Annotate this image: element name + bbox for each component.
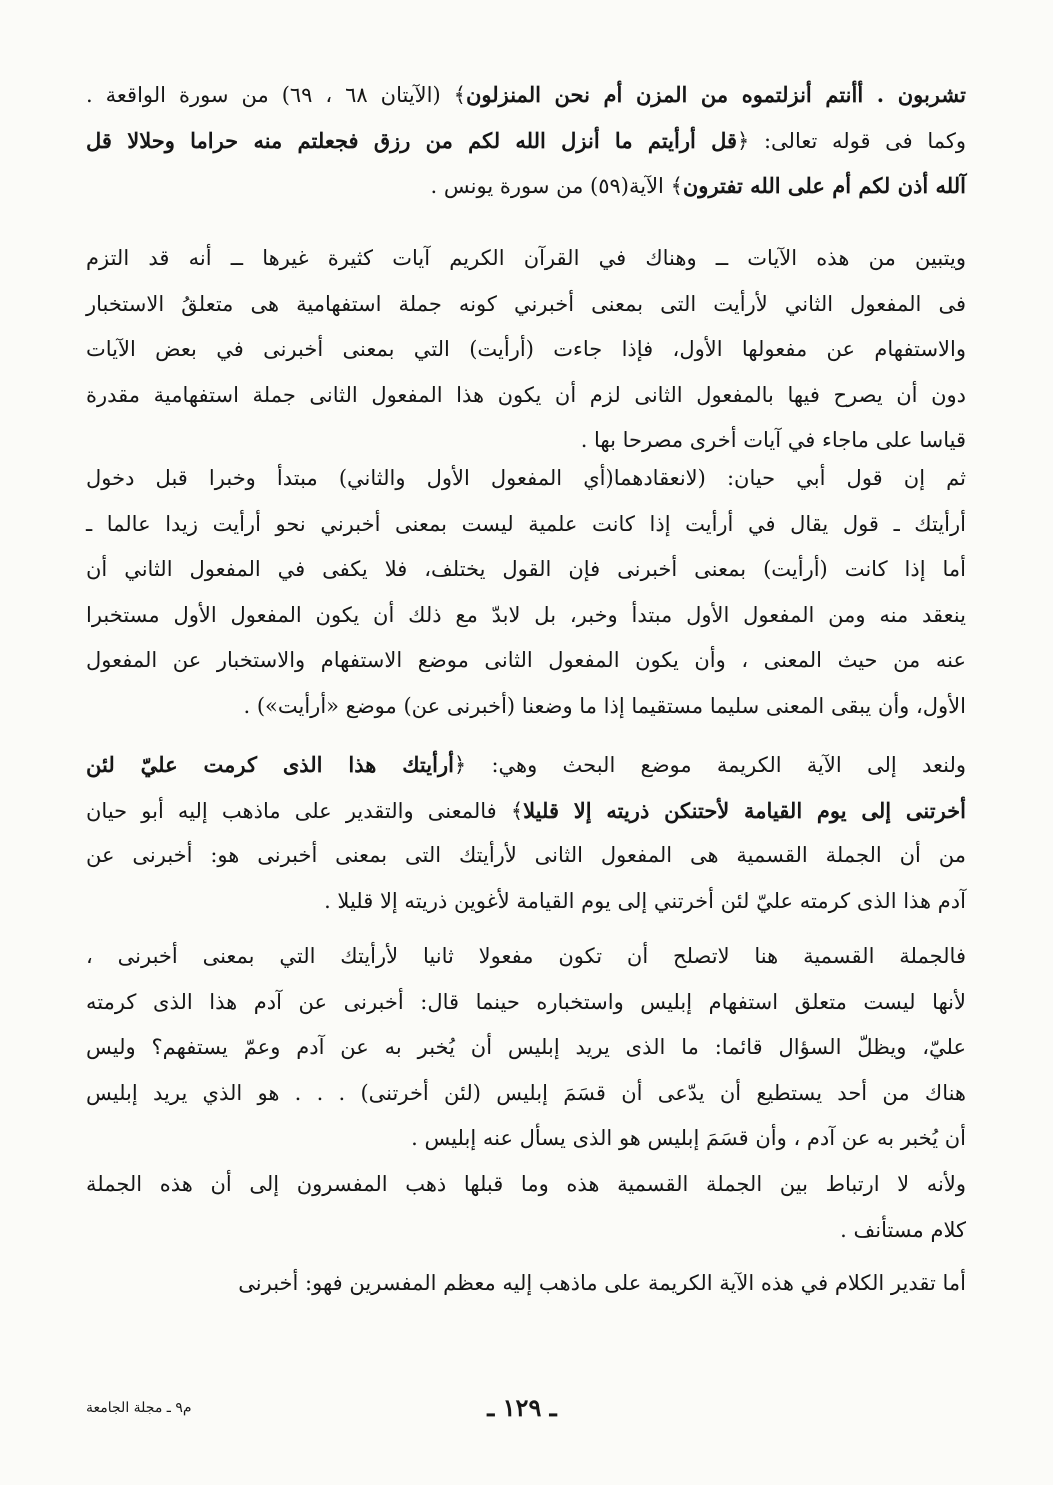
text-line: [86, 512, 966, 536]
text-segment: ﴾ فالمعنى والتقدير على ماذهب إليه أبو حيان: [86, 798, 524, 823]
text-segment: ﴾ الآية(٥٩) من سورة يونس .: [430, 174, 683, 198]
text-segment: ولنعد إلى الآية الكريمة موضع البحث وهي: ﴿: [453, 753, 966, 777]
text-line: [86, 603, 966, 627]
text-line: [86, 798, 966, 823]
text-line: [86, 889, 966, 913]
text-line: [86, 292, 966, 316]
text-line: [86, 752, 966, 777]
text-line: [86, 1218, 966, 1242]
page-number: ـ ١٢٩ ـ: [487, 1393, 557, 1422]
text-segment: آدم هذا الذى كرمته عليّ لئن أخرتني إلى يوم القيامة لأغوين ذريته إلا قليلا .: [324, 888, 966, 913]
text-segment: ثم إن قول أبي حيان: (لانعقادهما(أي المفعول الأول والثاني) مبتدأ وخبرا قبل دخول: [86, 466, 966, 490]
text-line: [86, 337, 966, 361]
text-segment: والاستفهام عن مفعولها الأول، فإذا جاءت (أرأيت) التي بمعنى أخبرنى في بعض الآيات: [86, 337, 966, 361]
text-line: [86, 466, 966, 490]
text-line: [86, 128, 966, 153]
text-segment: أما إذا كانت (أرأيت) بمعنى أخبرنى فإن القول يختلف، فلا يكفى في المفعول الثاني أن: [86, 557, 966, 581]
text-line: [86, 648, 966, 672]
text-segment: كلام مستأنف .: [840, 1217, 966, 1242]
text-line: [86, 990, 966, 1014]
journal-footer: م٩ ـ مجلة الجامعة: [86, 1400, 192, 1416]
text-segment: من أن الجملة القسمية هى المفعول الثانى لأرأيتك التى بمعنى أخبرنى هو: أخبرنى عن: [86, 843, 966, 867]
text-line: [86, 694, 966, 718]
text-segment: ﴾ (الآيتان ٦٨ ، ٦٩) من سورة الواقعة .: [86, 83, 466, 107]
text-segment: وكما فى قوله تعالى: ﴿: [737, 128, 966, 153]
text-segment: عليّ، ويظلّ السؤال قائما: ما الذى يريد إبليس أن يُخبر به عن آدم وعمّ يستفهم؟ وليس: [86, 1035, 967, 1059]
text-segment: هناك من أحد يستطيع أن يدّعى أن قسَمَ إبليس (لئن أخرتنى) . . . هو الذي يريد إبليس: [86, 1080, 966, 1105]
text-line: [86, 1271, 966, 1295]
text-line: [86, 843, 966, 867]
quran-quote: آلله أذن لكم أم على الله تفترون: [682, 173, 966, 198]
text-line: [86, 246, 966, 270]
text-segment: فى المفعول الثاني لأرأيت التى بمعنى أخبرني كونه جملة استفهامية هى متعلقُ الاستخبار: [86, 291, 966, 316]
text-line: [86, 383, 966, 407]
text-segment: الأول، وأن يبقى المعنى سليما مستقيما إذا ما وضعنا (أخبرنى عن) موضع «أرأيت») .: [243, 693, 966, 718]
text-segment: ولأنه لا ارتباط بين الجملة القسمية هذه وما قبلها ذهب المفسرون إلى أن هذه الجملة: [86, 1172, 966, 1196]
text-segment: عنه من حيث المعنى ، وأن يكون المفعول الثانى موضع الاستفهام والاستخبار عن المفعول: [86, 648, 966, 672]
quran-quote: أخرتنى إلى يوم القيامة لأحتنكن ذريته إلا قليلا: [523, 797, 966, 823]
text-line: [86, 1126, 966, 1150]
body-text: [86, 0, 966, 1380]
text-line: [86, 1035, 966, 1059]
text-line: [86, 1081, 966, 1105]
text-line: [86, 173, 966, 198]
text-segment: أن يُخبر به عن آدم ، وأن قسَمَ إبليس هو الذى يسأل عنه إبليس .: [411, 1126, 966, 1150]
text-segment: ينعقد منه ومن المفعول الأول مبتدأ وخبر، بل لابدّ مع ذلك أن يكون المفعول الأول مستخبرا: [86, 602, 966, 627]
quran-quote: أرأيتك هذا الذى كرمت عليّ لئن: [86, 752, 454, 777]
text-segment: ويتبين من هذه الآيات ــ وهناك في القرآن الكريم آيات كثيرة غيرها ــ أنه قد التزم: [86, 246, 966, 270]
text-segment: لأنها ليست متعلق استفهام إبليس واستخباره حينما قال: أخبرنى عن آدم هذا الذى كرمته: [86, 989, 966, 1014]
text-segment: أرأيتك ـ قول يقال في أرأيت إذا كانت علمية ليست بمعنى أخبرني نحو أرأيت زيدا عالما ـ: [86, 511, 966, 536]
quran-quote: قل أرأيتم ما أنزل الله لكم من رزق فجعلتم منه حراما وحلالا قل: [86, 127, 738, 153]
text-line: [86, 944, 966, 968]
text-line: [86, 1172, 966, 1196]
text-segment: فالجملة القسمية هنا لاتصلح أن تكون مفعولا ثانيا لأرأيتك التي بمعنى أخبرنى ،: [86, 944, 966, 968]
text-segment: قياسا على ماجاء في آيات أخرى مصرحا بها .: [580, 428, 966, 452]
text-segment: دون أن يصرح فيها بالمفعول الثانى لزم أن يكون هذا المفعول الثانى جملة استفهامية مقدرة: [86, 382, 966, 407]
text-segment: أما تقدير الكلام في هذه الآية الكريمة على ماذهب إليه معظم المفسرين فهو: أخبرنى: [238, 1271, 966, 1295]
text-line: [86, 428, 966, 452]
text-line: [86, 557, 966, 581]
quran-quote: تشربون . أأنتم أنزلتموه من المزن أم نحن المنزلون: [465, 82, 966, 107]
text-line: [86, 82, 966, 107]
